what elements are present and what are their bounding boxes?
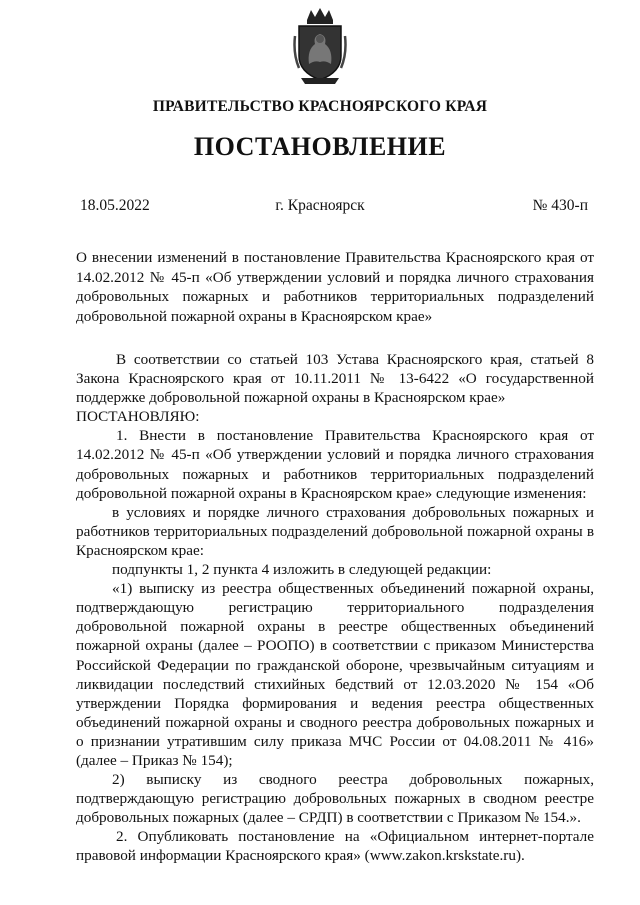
document-subject: О внесении изменений в постановление Правительства Красноярского края от 14.02.2012 № 45-п «Об утверждении условий и порядка личного страхования добровольных пожарных и работников территориальных подразделений добровольной пожарной охраны в Красноярском крае»: [76, 249, 594, 325]
preamble: В соответствии со статьей 103 Устава Красноярского края, статьей 8 Закона Красноярского края от 10.11.2011 № 13-6422 «О государственной поддержке добровольной пожарной охраны в Красноярском крае»: [76, 351, 594, 407]
subitem-1: «1) выписку из реестра общественных объединений пожарной охраны, подтверждающую регистрацию территориального подразделения добровольной пожарной охраны в реестре общественных объединений пожарной охраны (далее – РООПО) в соответствии с приказом Министерства Российской Федерации по гражданской обороне, чрезвычайным ситуациям и ликвидации последствий стихийных бедствий от 12.03.2020 № 154 «Об утверждении Порядка формирования и ведения реестра общественных объединений пожарной охраны и сводного реестра добровольных пожарных и о признании утратившим силу приказа МЧС России от 04.08.2011 № 416» (далее – Приказ № 154);: [76, 580, 594, 769]
document-city: г. Красноярск: [275, 197, 365, 214]
document-date: 18.05.2022: [80, 197, 150, 214]
item-1-instruction: подпункты 1, 2 пункта 4 изложить в следующей редакции:: [112, 561, 492, 579]
item-2: 2. Опубликовать постановление на «Официальном интернет-портале правовой информации Красноярского края» (www.zakon.krskstate.ru).: [76, 828, 594, 865]
item-1-scope: в условиях и порядке личного страхования добровольных пожарных и работников территориальных подразделений добровольной пожарной охраны в Красноярском крае:: [76, 503, 594, 559]
subitem-2: 2) выписку из сводного реестра добровольных пожарных, подтверждающую регистрацию добровольных пожарных в сводном реестре добровольных пожарных (далее – СРДП) в соответствии с Приказом № 154.».: [76, 771, 594, 827]
government-name: ПРАВИТЕЛЬСТВО КРАСНОЯРСКОГО КРАЯ: [152, 98, 488, 115]
coat-of-arms-icon: [293, 6, 347, 86]
decree-word: ПОСТАНОВЛЯЮ:: [76, 408, 200, 426]
document-body: [76, 350, 594, 866]
document-type: ПОСТАНОВЛЕНИЕ: [193, 132, 447, 161]
item-1: 1. Внести в постановление Правительства Красноярского края от 14.02.2012 № 45-п «Об утверждении условий и порядка личного страхования добровольных пожарных и работников территориальных подразделений добровольной пожарной охраны в Красноярском крае» следующие изменения:: [76, 427, 594, 502]
document-number: № 430-п: [532, 197, 588, 214]
